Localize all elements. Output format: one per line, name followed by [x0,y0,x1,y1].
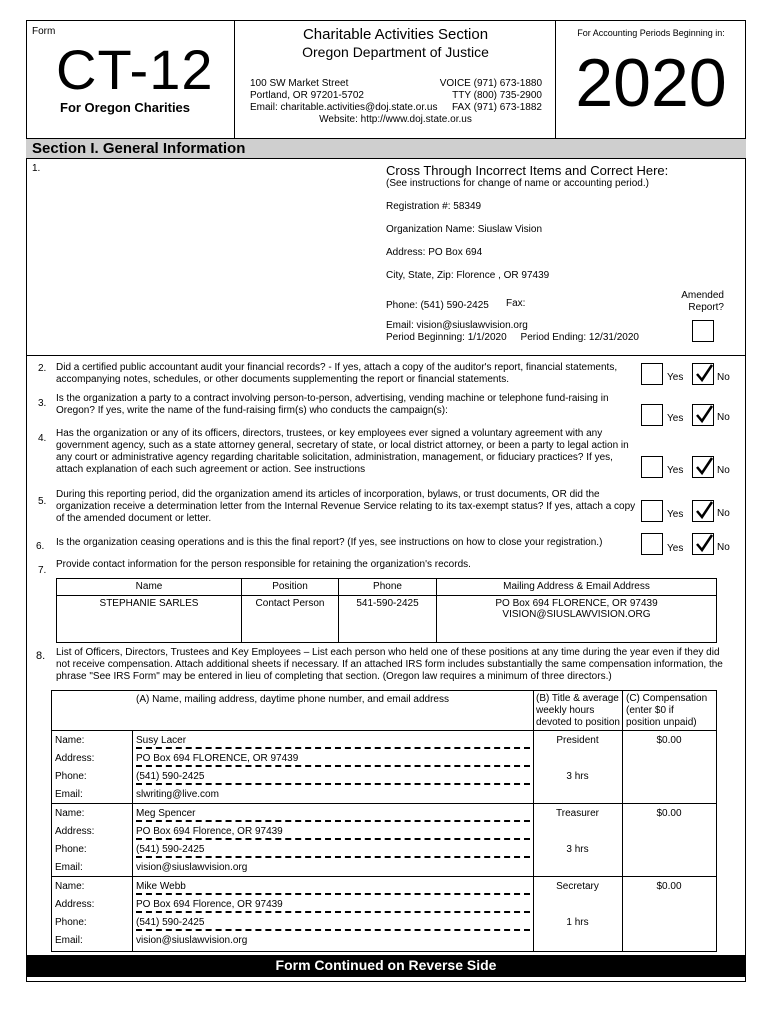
contact-phone[interactable]: 541-590-2425 [339,596,437,643]
officer-1-comp[interactable]: $0.00 [656,735,682,746]
q4-no-label: No [717,465,730,476]
officer-2-phone-label: Phone: [55,844,87,855]
officer-2-address-label: Address: [55,826,95,837]
officers-table [51,690,717,952]
officer-1-name[interactable]: Susy Lacer [136,735,530,749]
q3-text: Is the organization a party to a contract involving person-to-person, advertising, vending machine or telephone fund-raising in Oregon? If yes, write the name of the fund-raising firm(s) who conducts the campaign(s): [56,393,609,416]
q3-number: 3. [38,398,47,409]
officer-2-phone[interactable]: (541) 590-2425 [136,844,530,858]
cross-through-note: (See instructions for change of name or accounting period.) [386,178,649,189]
q4-yes-label: Yes [667,465,684,476]
organization-city[interactable]: City, State, Zip: Florence , OR 97439 [386,270,550,281]
officer-3-email[interactable]: vision@siuslawvision.org [136,935,248,946]
checkmark-icon [694,534,714,554]
form-year: 2020 [575,45,727,121]
officer-2-address[interactable]: PO Box 694 Florence, OR 97439 [136,826,530,840]
col-a-header: (A) Name, mailing address, daytime phone number, and email address [136,694,449,705]
officer-2-title[interactable]: Treasurer [556,808,599,819]
officer-1-hours[interactable]: 3 hrs [566,771,589,782]
amended-checkbox[interactable] [692,320,714,342]
officer-2-comp[interactable]: $0.00 [656,808,682,819]
q3-yes-label: Yes [667,413,684,424]
officer-3-address-label: Address: [55,899,95,910]
officer-1-phone-label: Phone: [55,771,87,782]
contact-email: VISION@SIUSLAWVISION.ORG [502,609,651,620]
contact-table [56,578,717,643]
q2-number: 2. [38,363,47,374]
officer-3-email-label: Email: [55,935,83,946]
q5-no-label: No [717,508,730,519]
officer-3-phone[interactable]: (541) 590-2425 [136,917,530,931]
agency-website: Website: http://www.doj.state.or.us [319,114,472,125]
officer-2-email[interactable]: vision@siuslawvision.org [136,862,248,873]
q5-no-checkbox[interactable] [692,500,714,522]
officer-1-address[interactable]: PO Box 694 FLORENCE, OR 97439 [136,753,530,767]
footer-text: Form Continued on Reverse Side [275,957,497,973]
checkmark-icon [694,501,714,521]
officer-1-email[interactable]: slwriting@live.com [136,789,219,800]
q2-no-checkbox[interactable] [692,363,714,385]
q8-text: List of Officers, Directors, Trustees and Key Employees – List each person who held one of these positions at any time during the year even if they did not receive compensation. Attach additional sheets if necessary. If an attached IRS form includes substantially the same compensation information, the phrase "See IRS Form" may be entered in lieu of completing that section. (Oregon law requires a minimum of three directors.) [56,647,723,682]
officer-2-name[interactable]: Meg Spencer [136,808,530,822]
contact-address-cell[interactable] [437,596,717,643]
contact-col-address: Mailing Address & Email Address [437,579,717,596]
q2-no-label: No [717,372,730,383]
divider [26,355,746,356]
form-subtitle: For Oregon Charities [60,100,191,115]
officer-3-hours[interactable]: 1 hrs [566,917,589,928]
officer-1-address-label: Address: [55,753,95,764]
registration-number[interactable]: Registration #: 58349 [386,201,482,212]
contact-data-row [57,596,717,643]
q2-yes-label: Yes [667,372,684,383]
q8-number: 8. [36,650,46,662]
checkmark-icon [694,364,714,384]
officer-1-name-label: Name: [55,735,85,746]
q5-text: During this reporting period, did the organization amend its articles of incorporation, bylaws, or trust documents, OR did the organization receive a determination letter from the Internal Revenue Service relating to its tax-exempt status? If yes, attach a copy of the amended document or letter. [56,489,636,524]
q6-number: 6. [36,541,45,552]
q5-yes-checkbox[interactable] [641,500,663,522]
q6-no-checkbox[interactable] [692,533,714,555]
q4-text: Has the organization or any of its officers, directors, trustees, or key employees ever signed a voluntary agreement with any government agency, such as a state attorney general, secretary of state, or local district attorney, or been a party to legal action in any court or administrative agency regarding charitable solicitation, administration, management, or fiduciary practices? If yes, attach explanation of each such agreement or action. See instructions [56,428,629,475]
q4-yes-checkbox[interactable] [641,456,663,478]
col-c-header-2: (enter $0 if [626,705,674,716]
officers-header-line [52,730,716,731]
section1-title: Section I. General Information [32,140,246,157]
q5-number: 5. [38,496,47,507]
organization-fax[interactable]: Fax: [506,298,526,309]
col-c-header-1: (C) Compensation [626,693,708,704]
contact-col-position: Position [242,579,339,596]
form-label: Form [32,26,56,37]
officers-label-divider [132,730,133,951]
officers-divider-1 [52,803,716,804]
q4-number: 4. [38,433,47,444]
checkmark-icon [694,457,714,477]
amended-label-1: Amended [681,290,724,301]
col-c-header-3: position unpaid) [626,717,697,728]
officer-1-title[interactable]: President [556,735,599,746]
contact-position[interactable]: Contact Person [242,596,339,643]
q2-text: Did a certified public accountant audit your financial records? - If yes, attach a copy of the auditor's report, financial statements, accompanying notes, schedules, or other documents supplementing the report or financial statements. [56,362,618,385]
agency-voice: VOICE (971) 673-1880 [439,78,542,89]
officer-3-phone-label: Phone: [55,917,87,928]
agency-email: Email: charitable.activities@doj.state.or.us [250,102,438,113]
officer-1-email-label: Email: [55,789,83,800]
col-b-header-2: weekly hours [536,705,595,716]
officer-3-comp[interactable]: $0.00 [656,881,682,892]
q5-yes-label: Yes [667,509,684,520]
organization-name[interactable]: Organization Name: Siuslaw Vision [386,224,543,235]
agency-address-line1: 100 SW Market Street [250,78,349,89]
accounting-period[interactable]: Period Beginning: 1/1/2020 Period Ending: 12/31/2020 [386,332,639,343]
q6-no-label: No [717,542,730,553]
officer-3-address[interactable]: PO Box 694 Florence, OR 97439 [136,899,530,913]
form-number: CT-12 [56,38,214,101]
q6-yes-checkbox[interactable] [641,533,663,555]
officer-2-hours[interactable]: 3 hrs [566,844,589,855]
contact-name[interactable]: STEPHANIE SARLES [57,596,242,643]
officer-2-name-label: Name: [55,808,85,819]
col-b-header-1: (B) Title & average [536,693,619,704]
officer-1-phone[interactable]: (541) 590-2425 [136,771,530,785]
officer-3-name-label: Name: [55,881,85,892]
agency-fax: FAX (971) 673-1882 [451,102,542,113]
officer-3-name[interactable]: Mike Webb [136,881,530,895]
contact-col-phone: Phone [339,579,437,596]
organization-address[interactable]: Address: PO Box 694 [386,247,483,258]
period-label: For Accounting Periods Beginning in: [577,28,725,38]
q4-no-checkbox[interactable] [692,456,714,478]
agency-address-line2: Portland, OR 97201-5702 [250,90,364,101]
officer-2-email-label: Email: [55,862,83,873]
officers-divider-2 [52,876,716,877]
checkmark-icon [694,405,714,425]
officer-3-title[interactable]: Secretary [556,881,599,892]
q6-text: Is the organization ceasing operations and is this the final report? (If yes, see instructions on how to close your registration.) [56,537,603,548]
q7-text: Provide contact information for the person responsible for retaining the organization's records. [56,559,471,570]
contact-header-row [57,579,717,596]
section-name: Charitable Activities Section [302,26,489,43]
organization-email[interactable]: Email: vision@siuslawvision.org [386,320,528,331]
q3-no-checkbox[interactable] [692,404,714,426]
q2-yes-checkbox[interactable] [641,363,663,385]
q1-number: 1. [32,163,41,174]
contact-address: PO Box 694 FLORENCE, OR 97439 [495,598,658,609]
q3-no-label: No [717,412,730,423]
amended-label-2: Report? [688,302,724,313]
q7-number: 7. [38,565,47,576]
cross-through-title: Cross Through Incorrect Items and Correct Here: [386,163,669,178]
agency-tty: TTY (800) 735-2900 [452,90,542,101]
q6-yes-label: Yes [667,543,684,554]
department-name: Oregon Department of Justice [302,44,489,60]
col-b-header-3: devoted to position [536,717,620,728]
contact-col-name: Name [57,579,242,596]
organization-phone[interactable]: Phone: (541) 590-2425 [386,300,489,311]
q3-yes-checkbox[interactable] [641,404,663,426]
